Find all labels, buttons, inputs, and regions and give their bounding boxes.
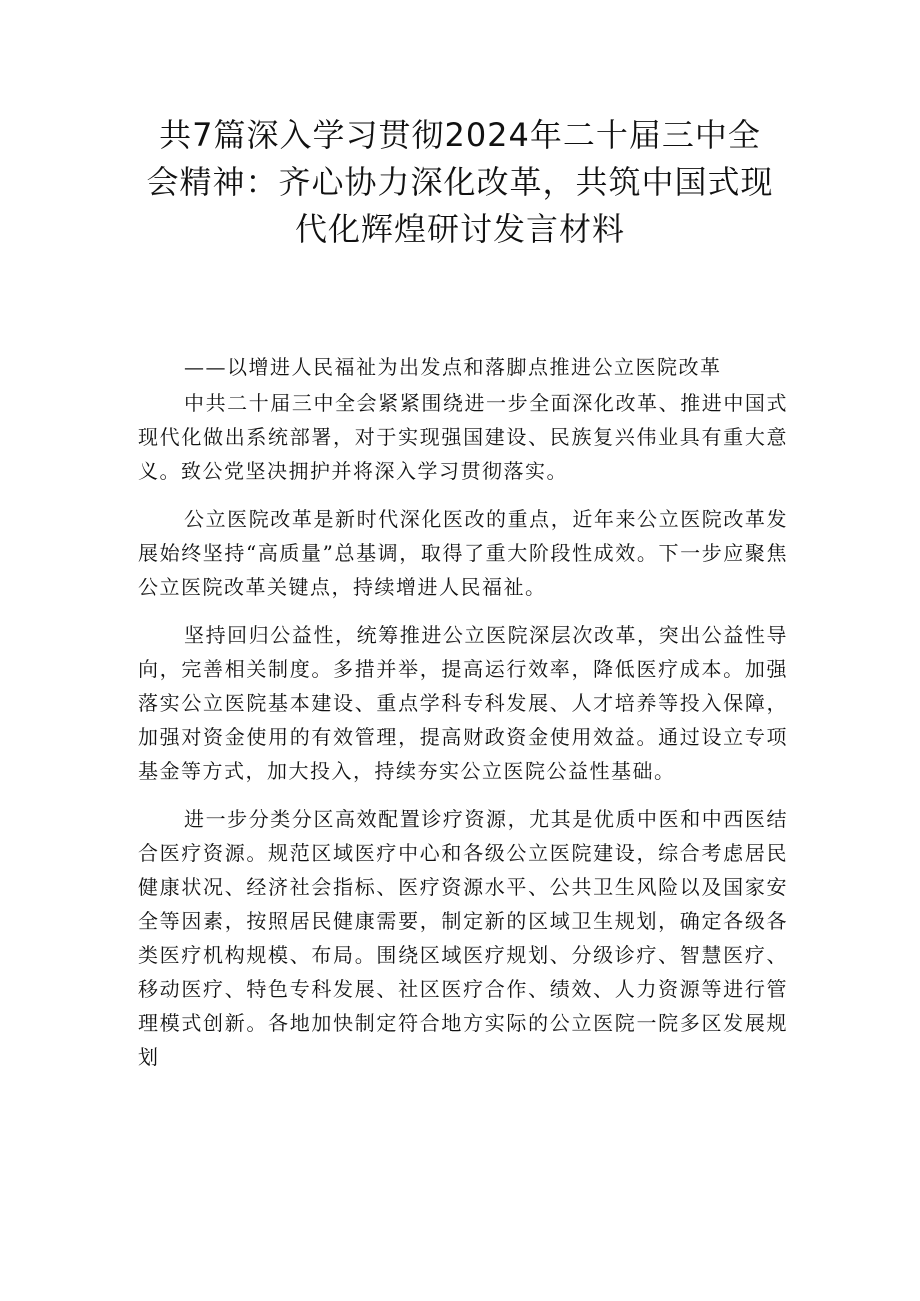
- body-paragraph: 中共二十届三中全会紧紧围绕进一步全面深化改革、推进中国式现代化做出系统部署，对于实现强国建设、民族复兴伟业具有重大意义。致公党坚决拥护并将深入学习贯彻落实。: [138, 391, 788, 483]
- title-line: 会精神：齐心协力深化改革，共筑中国式现: [146, 163, 774, 201]
- title-line: 共7篇深入学习贯彻2024年二十届三中全: [159, 116, 761, 154]
- title-line: 代化辉煌研讨发言材料: [294, 210, 625, 248]
- document-subtitle: ——以增进人民福祉为出发点和落脚点推进公立医院改革: [184, 355, 722, 379]
- body-paragraph: 进一步分类分区高效配置诊疗资源，尤其是优质中医和中西医结合医疗资源。规范区域医疗中心和各级公立医院建设，综合考虑居民健康状况、经济社会指标、医疗资源水平、公共卫生风险以及国家安全等因素，按照居民健康需要，制定新的区域卫生规划，确定各级各类医疗机构规模、布局。围绕区域医疗规划、分级诊疗、智慧医疗、移动医疗、特色专科发展、社区医疗合作、绩效、人力资源等进行管理模式创新。各地加快制定符合地方实际的公立医院一院多区发展规划: [138, 807, 788, 1069]
- document-title: [110, 112, 810, 253]
- body-paragraph: 公立医院改革是新时代深化医改的重点，近年来公立医院改革发展始终坚持“高质量”总基调，取得了重大阶段性成效。下一步应聚焦公立医院改革关键点，持续增进人民福祉。: [138, 507, 788, 599]
- document-body: [138, 350, 788, 1088]
- body-paragraph: 坚持回归公益性，统筹推进公立医院深层次改革，突出公益性导向，完善相关制度。多措并举，提高运行效率，降低医疗成本。加强落实公立医院基本建设、重点学科专科发展、人才培养等投入保障，加强对资金使用的有效管理，提高财政资金使用效益。通过设立专项基金等方式，加大投入，持续夯实公立医院公益性基础。: [138, 623, 788, 783]
